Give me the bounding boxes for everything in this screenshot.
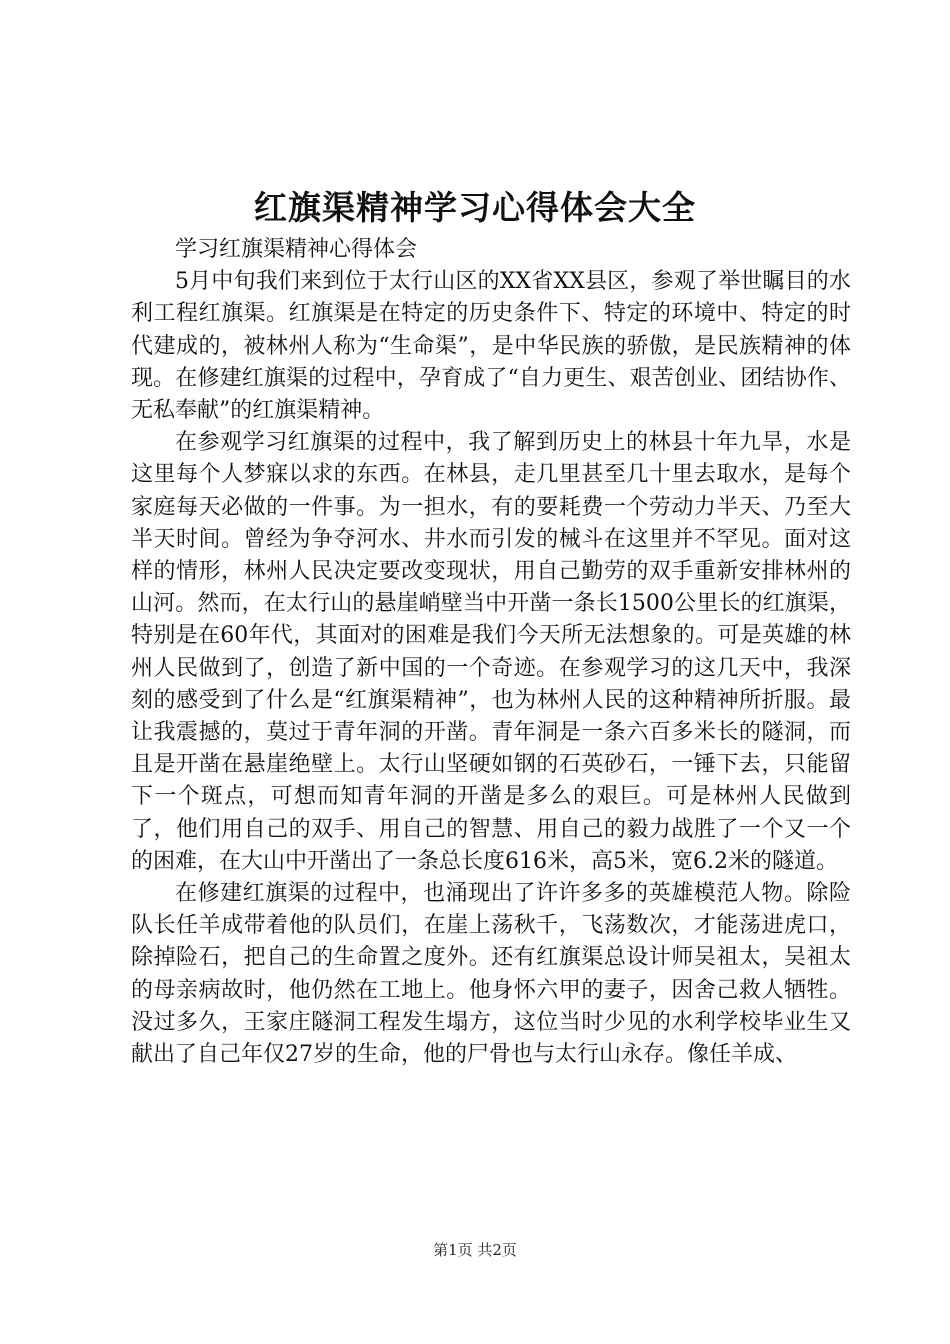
- document-body: [131, 234, 851, 1071]
- page-footer: 第1页 共2页: [433, 1241, 517, 1259]
- document-subtitle: 学习红旗渠精神心得体会: [175, 237, 418, 262]
- paragraph: 在参观学习红旗渠的过程中，我了解到历史上的林县十年九旱，水是这里每个人梦寐以求的东西。在林县，走几里甚至几十里去取水，是每个家庭每天必做的一件事。为一担水，有的要耗费一个劳动力半天、乃至大半天时间。曾经为争夺河水、井水而引发的械斗在这里并不罕见。面对这样的情形，林州人民决定要改变现状，用自己勤劳的双手重新安排林州的山河。然而，在太行山的悬崖峭壁当中开凿一条长1500公里长的红旗渠，特别是在60年代，其面对的困难是我们今天所无法想象的。可是英雄的林州人民做到了，创造了新中国的一个奇迹。在参观学习的这几天中，我深刻的感受到了什么是“红旗渠精神”，也为林州人民的这种精神所折服。最让我震撼的，莫过于青年洞的开凿。青年洞是一条六百多米长的隧洞，而且是开凿在悬崖绝壁上。太行山坚硬如钢的石英砂石，一锤下去，只能留下一个斑点，可想而知青年洞的开凿是多么的艰巨。可是林州人民做到了，他们用自己的双手、用自己的智慧、用自己的毅力战胜了一个又一个的困难，在大山中开凿出了一条总长度616米，高5米，宽6.2米的隧道。: [131, 430, 851, 874]
- document-title: 红旗渠精神学习心得体会大全: [254, 188, 696, 227]
- paragraph: 在修建红旗渠的过程中，也涌现出了许许多多的英雄模范人物。除险队长任羊成带着他的队员们，在崖上荡秋千，飞荡数次，才能荡进虎口，除掉险石，把自己的生命置之度外。还有红旗渠总设计师吴祖太，吴祖太的母亲病故时，他仍然在工地上。他身怀六甲的妻子，因舍己救人牺牲。没过多久，王家庄隧洞工程发生塌方，这位当时少见的水利学校毕业生又献出了自己年仅27岁的生命，他的尸骨也与太行山永存。像任羊成、: [131, 881, 851, 1068]
- paragraph: 5月中旬我们来到位于太行山区的XX省XX县区，参观了举世瞩目的水利工程红旗渠。红旗渠是在特定的历史条件下、特定的环境中、特定的时代建成的，被林州人称为“生命渠”，是中华民族的骄傲，是民族精神的体现。在修建红旗渠的过程中，孕育成了“自力更生、艰苦创业、团结协作、无私奉献”的红旗渠精神。: [131, 269, 851, 424]
